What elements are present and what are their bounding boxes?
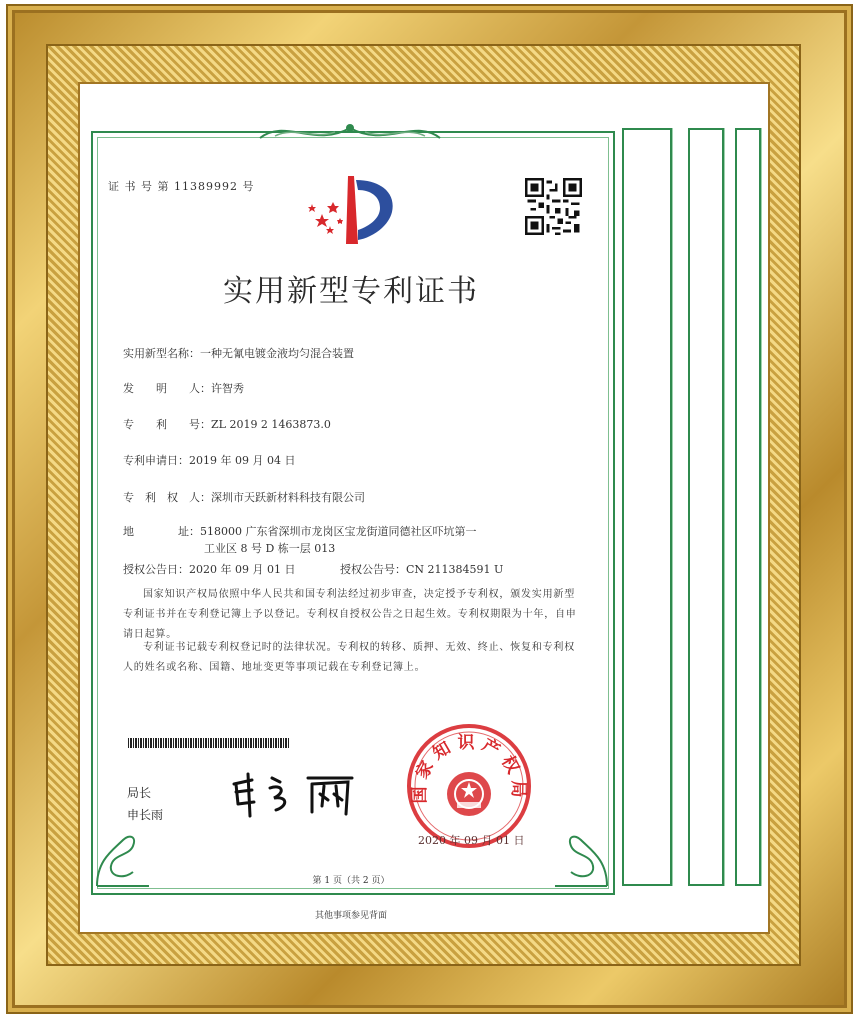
- field-address: [123, 523, 477, 539]
- field-value: 2020 年 09 月 01 日: [189, 563, 296, 576]
- field-patent-number: [123, 416, 331, 432]
- field-utility-model-name: [123, 345, 354, 361]
- official-seal-icon: [405, 722, 533, 850]
- legal-status-paragraph: 专利证书记载专利权登记时的法律状况。专利权的转移、质押、无效、终止、恢复和专利权人的姓名或名称、国籍、地址变更等事项记载在专利登记簿上。: [123, 642, 575, 673]
- grant-paragraph: 国家知识产权局依照中华人民共和国专利法经过初步审查，决定授予专利权，颁发实用新型专利证书并在专利登记簿上予以登记。专利权自授权公告之日起生效。专利权期限为十年，自申请日起算。: [123, 589, 577, 640]
- field-label: 专 利 权 人：: [123, 491, 211, 504]
- field-label: 专 利 号：: [123, 418, 211, 431]
- field-filing-date: [123, 452, 295, 468]
- seal-date: 2020 年 09 月 01 日: [418, 834, 525, 847]
- back-sheet-3: [735, 128, 761, 886]
- field-value: CN 211384591 U: [406, 563, 504, 576]
- director-name: 申长雨: [127, 808, 164, 822]
- patent-office-logo-icon: [300, 172, 400, 248]
- director-title: 局长: [127, 786, 152, 800]
- field-address-line2: 工业区 8 号 D 栋一层 013: [204, 542, 336, 555]
- field-label: 授权公告号：: [340, 563, 406, 576]
- field-value: 518000 广东省深圳市龙岗区宝龙街道同德社区吓坑第一: [200, 525, 477, 538]
- field-value: 一种无氰电镀金液均匀混合装置: [200, 347, 354, 360]
- certificate-number: 证 书 号 第 11389992 号: [108, 180, 255, 193]
- field-grant-number: [340, 561, 503, 577]
- field-patentee: [123, 489, 365, 505]
- field-label: 实用新型名称：: [123, 347, 200, 360]
- field-value: 2019 年 09 月 04 日: [189, 454, 296, 467]
- field-label: 专利申请日：: [123, 454, 189, 467]
- field-value: 深圳市天跃新材料科技有限公司: [211, 491, 365, 504]
- back-side-note: 其他事项参见背面: [314, 911, 387, 921]
- field-grant-date: [123, 561, 295, 577]
- barcode-icon: [128, 738, 290, 748]
- back-sheet-2: [688, 128, 724, 886]
- back-sheet-1: [622, 128, 672, 886]
- field-inventor: [123, 380, 244, 396]
- field-value: 许智秀: [211, 382, 244, 395]
- field-label: 授权公告日：: [123, 563, 189, 576]
- top-ornament-icon: [255, 118, 445, 148]
- field-value: ZL 2019 2 1463873.0: [211, 418, 331, 431]
- field-label: 发 明 人：: [123, 382, 211, 395]
- qr-code-icon[interactable]: [525, 178, 582, 235]
- field-label: 地 址：: [123, 525, 200, 538]
- director-signature-icon: [228, 770, 358, 820]
- page-number: 第 1 页（共 2 页）: [312, 876, 390, 886]
- seal-text: 国家知识产权局: [409, 733, 529, 804]
- certificate-title: 实用新型专利证书: [223, 274, 479, 309]
